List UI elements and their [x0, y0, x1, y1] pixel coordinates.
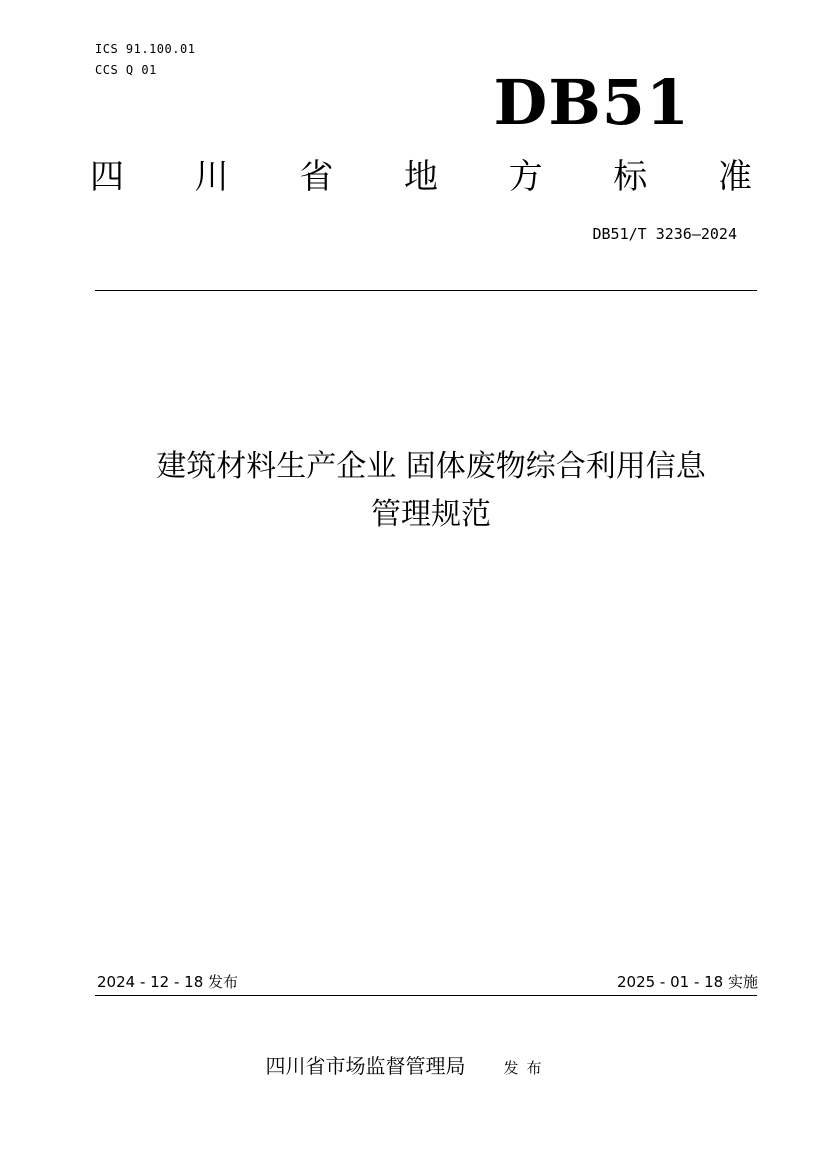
- standard-logo: DB51: [493, 66, 690, 139]
- top-divider: [95, 290, 757, 291]
- standard-type-char: 四: [90, 157, 124, 197]
- ccs-code: CCS Q 01: [95, 63, 157, 77]
- issue-date: 2024 - 12 - 18 发布: [97, 973, 239, 991]
- title-line-2: 管理规范: [371, 497, 491, 532]
- standard-type-heading: [90, 154, 752, 200]
- document-title: [60, 443, 802, 539]
- publisher-name: 四川省市场监督管理局: [265, 1054, 466, 1078]
- standard-type-char: 地: [403, 157, 438, 197]
- publish-label: 发布: [503, 1059, 550, 1077]
- bottom-divider: [95, 995, 757, 996]
- standard-type-char: 准: [717, 157, 752, 197]
- standard-type-char: 标: [613, 157, 648, 197]
- standard-number: DB51/T 3236—2024: [592, 225, 737, 243]
- publisher-line: [0, 1052, 815, 1082]
- standard-type-char: 川: [194, 157, 229, 197]
- title-line-1: 建筑材料生产企业 固体废物综合利用信息: [156, 449, 706, 484]
- standard-type-char: 省: [299, 157, 334, 197]
- effective-date: 2025 - 01 - 18 实施: [616, 973, 758, 991]
- standard-type-char: 方: [508, 157, 543, 197]
- ics-code: ICS 91.100.01: [95, 42, 196, 56]
